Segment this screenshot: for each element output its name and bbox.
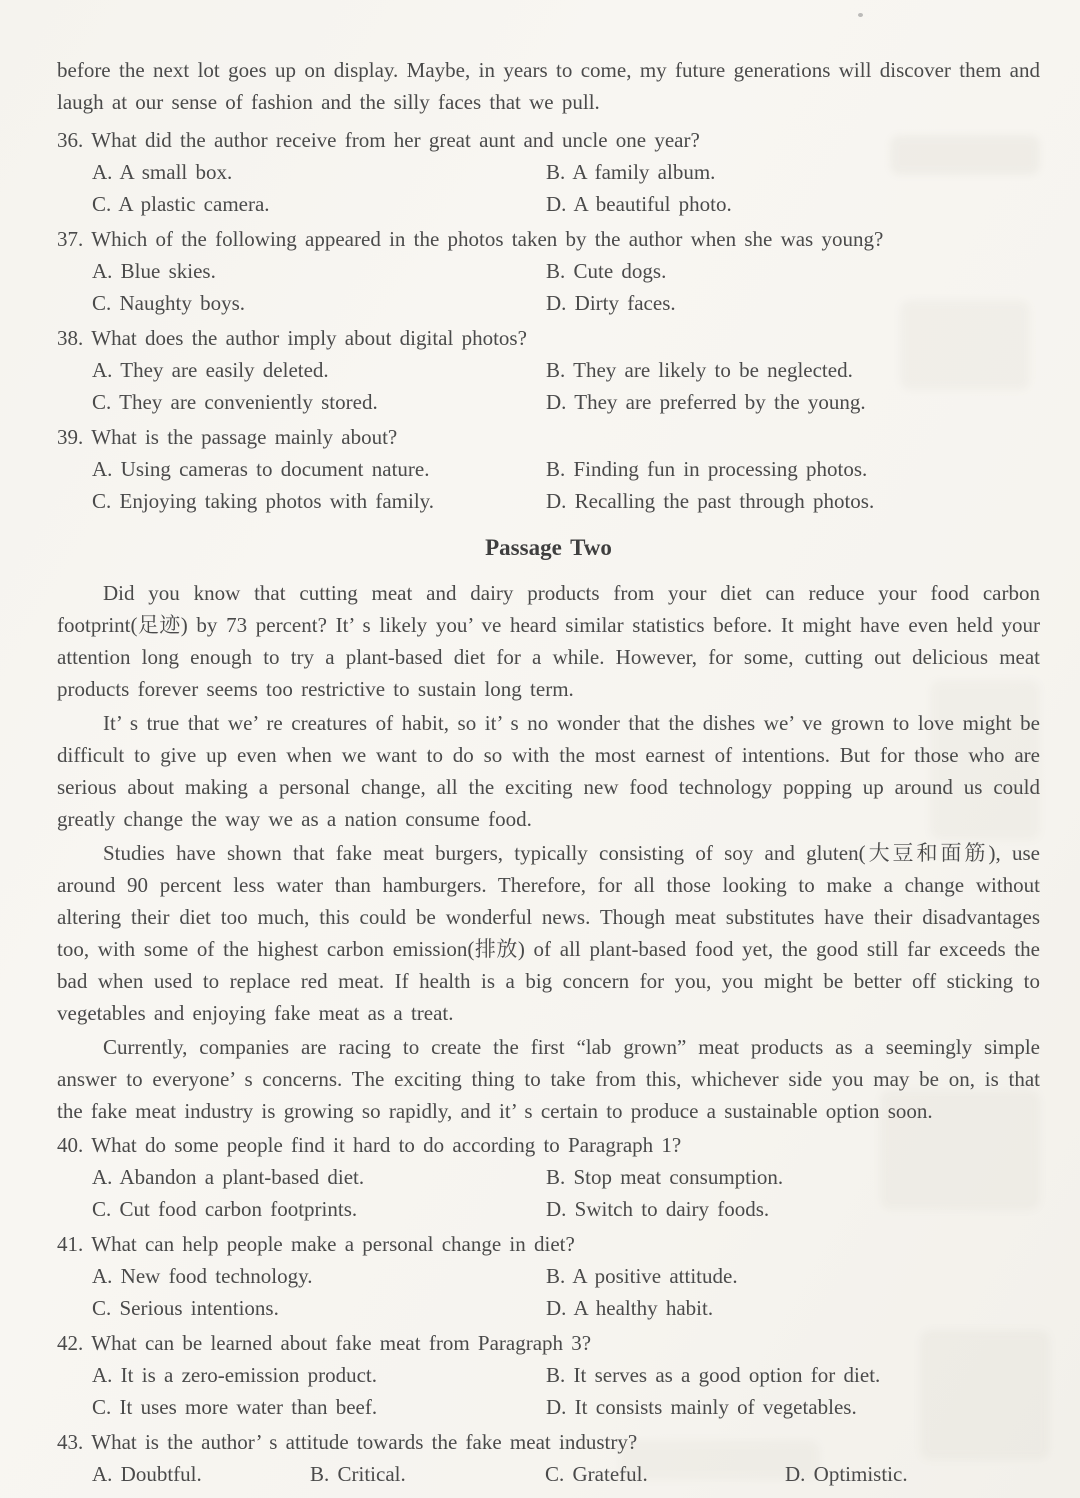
question-41-option-a: A. New food technology. (92, 1264, 313, 1288)
question-41-option-c: C. Serious intentions. (92, 1296, 279, 1320)
question-40 (57, 1129, 1040, 1225)
question-43-option-c: C. Grateful. (545, 1462, 648, 1486)
question-41-options (92, 1260, 1040, 1324)
question-39-option-c: C. Enjoying taking photos with family. (92, 489, 435, 513)
question-40-option-c: C. Cut food carbon footprints. (92, 1197, 358, 1221)
question-38-option-d: D. They are preferred by the young. (546, 390, 866, 414)
question-40-stem: What do some people find it hard to do according to Paragraph 1? (91, 1133, 682, 1157)
question-39-option-b: B. Finding fun in processing photos. (546, 457, 868, 481)
question-36-option-b: B. A family album. (546, 160, 716, 184)
question-38-option-a: A. They are easily deleted. (92, 358, 329, 382)
question-39-stem: What is the passage mainly about? (91, 425, 398, 449)
options-row (92, 485, 1040, 517)
question-41-line (57, 1228, 1040, 1260)
question-41 (57, 1228, 1040, 1324)
question-42-option-a: A. It is a zero-emission product. (92, 1363, 378, 1387)
question-43-options (92, 1458, 1040, 1490)
question-37-number: 37. (57, 227, 84, 251)
question-40-line (57, 1129, 1040, 1161)
question-37-options (92, 255, 1040, 319)
question-43-number: 43. (57, 1430, 84, 1454)
options-row (92, 1359, 1040, 1391)
question-43-option-d: D. Optimistic. (785, 1462, 908, 1486)
question-42-option-c: C. It uses more water than beef. (92, 1395, 378, 1419)
question-42-option-d: D. It consists mainly of vegetables. (546, 1395, 857, 1419)
options-row (92, 354, 1040, 386)
options-row (92, 1193, 1040, 1225)
question-38-option-b: B. They are likely to be neglected. (546, 358, 853, 382)
question-41-option-b: B. A positive attitude. (546, 1264, 738, 1288)
question-36-options (92, 156, 1040, 220)
question-38-number: 38. (57, 326, 84, 350)
question-38 (57, 322, 1040, 418)
question-41-stem: What can help people make a personal change in diet? (91, 1232, 575, 1256)
question-36-option-d: D. A beautiful photo. (546, 192, 732, 216)
question-39-option-a: A. Using cameras to document nature. (92, 457, 430, 481)
question-42 (57, 1327, 1040, 1423)
question-39-line (57, 421, 1040, 453)
question-36-option-c: C. A plastic camera. (92, 192, 270, 216)
question-40-option-b: B. Stop meat consumption. (546, 1165, 784, 1189)
question-37-stem: Which of the following appeared in the photos taken by the author when she was young? (91, 227, 884, 251)
question-37-option-d: D. Dirty faces. (546, 291, 676, 315)
question-41-number: 41. (57, 1232, 84, 1256)
question-43-line (57, 1426, 1040, 1458)
passage-two-paragraph-1: Did you know that cutting meat and dairy products from your diet can reduce your food carbon footprint(足迹) by 73 percent? It’ s likely you’ ve heard similar statistics before. It might have even held your attention long enough to try a plant-based diet for a while. However, for some, cutting out delicious meat products forever seems too restrictive to sustain long term. (57, 581, 1040, 701)
scan-speck (858, 13, 863, 17)
passage-two-paragraph-2: It’ s true that we’ re creatures of habit, so it’ s no wonder that the dishes we’ ve grown to love might be difficult to give up even when we want to do so with the most earnest of intentions. But for those who are serious about making a personal change, all the exciting new food technology popping up around us could greatly change the way we as a nation consume food. (57, 711, 1040, 831)
question-37-line (57, 223, 1040, 255)
question-36-stem: What did the author receive from her great aunt and uncle one year? (91, 128, 700, 152)
options-row (92, 1260, 1040, 1292)
question-42-options (92, 1359, 1040, 1423)
question-38-option-c: C. They are conveniently stored. (92, 390, 378, 414)
question-39-number: 39. (57, 425, 84, 449)
question-41-option-d: D. A healthy habit. (546, 1296, 714, 1320)
question-36 (57, 124, 1040, 220)
options-row (92, 1391, 1040, 1423)
question-43-option-a: A. Doubtful. (92, 1462, 202, 1486)
question-39-option-d: D. Recalling the past through photos. (546, 489, 875, 513)
question-43-option-b: B. Critical. (310, 1462, 406, 1486)
question-37-option-c: C. Naughty boys. (92, 291, 245, 315)
question-42-line (57, 1327, 1040, 1359)
passage-two-paragraph-4: Currently, companies are racing to create the first “lab grown” meat products as a seemingly simple answer to everyone’ s concerns. The exciting thing to take from this, whichever side you may be on, is that the fake meat industry is growing so rapidly, and it’ s certain to produce a sustainable option soon. (57, 1035, 1040, 1123)
question-37-option-a: A. Blue skies. (92, 259, 216, 283)
question-36-number: 36. (57, 128, 84, 152)
question-39 (57, 421, 1040, 517)
question-43 (57, 1426, 1040, 1490)
options-row (92, 156, 1040, 188)
options-row (92, 255, 1040, 287)
question-42-number: 42. (57, 1331, 84, 1355)
passage-two-heading: Passage Two (485, 535, 612, 560)
question-40-options (92, 1161, 1040, 1225)
page-content (57, 54, 1040, 1493)
question-36-option-a: A. A small box. (92, 160, 233, 184)
question-38-options (92, 354, 1040, 418)
question-39-options (92, 453, 1040, 517)
question-37-option-b: B. Cute dogs. (546, 259, 667, 283)
options-row (92, 1161, 1040, 1193)
options-row (92, 386, 1040, 418)
options-row (92, 1292, 1040, 1324)
question-42-stem: What can be learned about fake meat from Paragraph 3? (91, 1331, 592, 1355)
passage-one-continuation: before the next lot goes up on display. Maybe, in years to come, my future generations will discover them and laugh at our sense of fashion and the silly faces that we pull. (57, 58, 1040, 114)
question-43-stem: What is the author’ s attitude towards the fake meat industry? (91, 1430, 638, 1454)
passage-two-paragraph-3: Studies have shown that fake meat burgers, typically consisting of soy and gluten(大豆和面筋), use around 90 percent less water than hamburgers. Therefore, for all those looking to make a change without altering their diet too much, this could be wonderful news. Though meat substitutes have their disadvantages too, with some of the highest carbon emission(排放) of all plant-based food yet, the good still far exceeds the bad when used to replace red meat. If health is a big concern for you, you might be better off sticking to vegetables and enjoying fake meat as a treat. (57, 841, 1040, 1025)
question-36-line (57, 124, 1040, 156)
question-40-option-d: D. Switch to dairy foods. (546, 1197, 770, 1221)
options-row (92, 453, 1040, 485)
options-row (92, 287, 1040, 319)
question-40-number: 40. (57, 1133, 84, 1157)
options-row (92, 188, 1040, 220)
question-40-option-a: A. Abandon a plant-based diet. (92, 1165, 365, 1189)
question-38-line (57, 322, 1040, 354)
question-42-option-b: B. It serves as a good option for diet. (546, 1363, 881, 1387)
question-38-stem: What does the author imply about digital photos? (91, 326, 527, 350)
question-37 (57, 223, 1040, 319)
